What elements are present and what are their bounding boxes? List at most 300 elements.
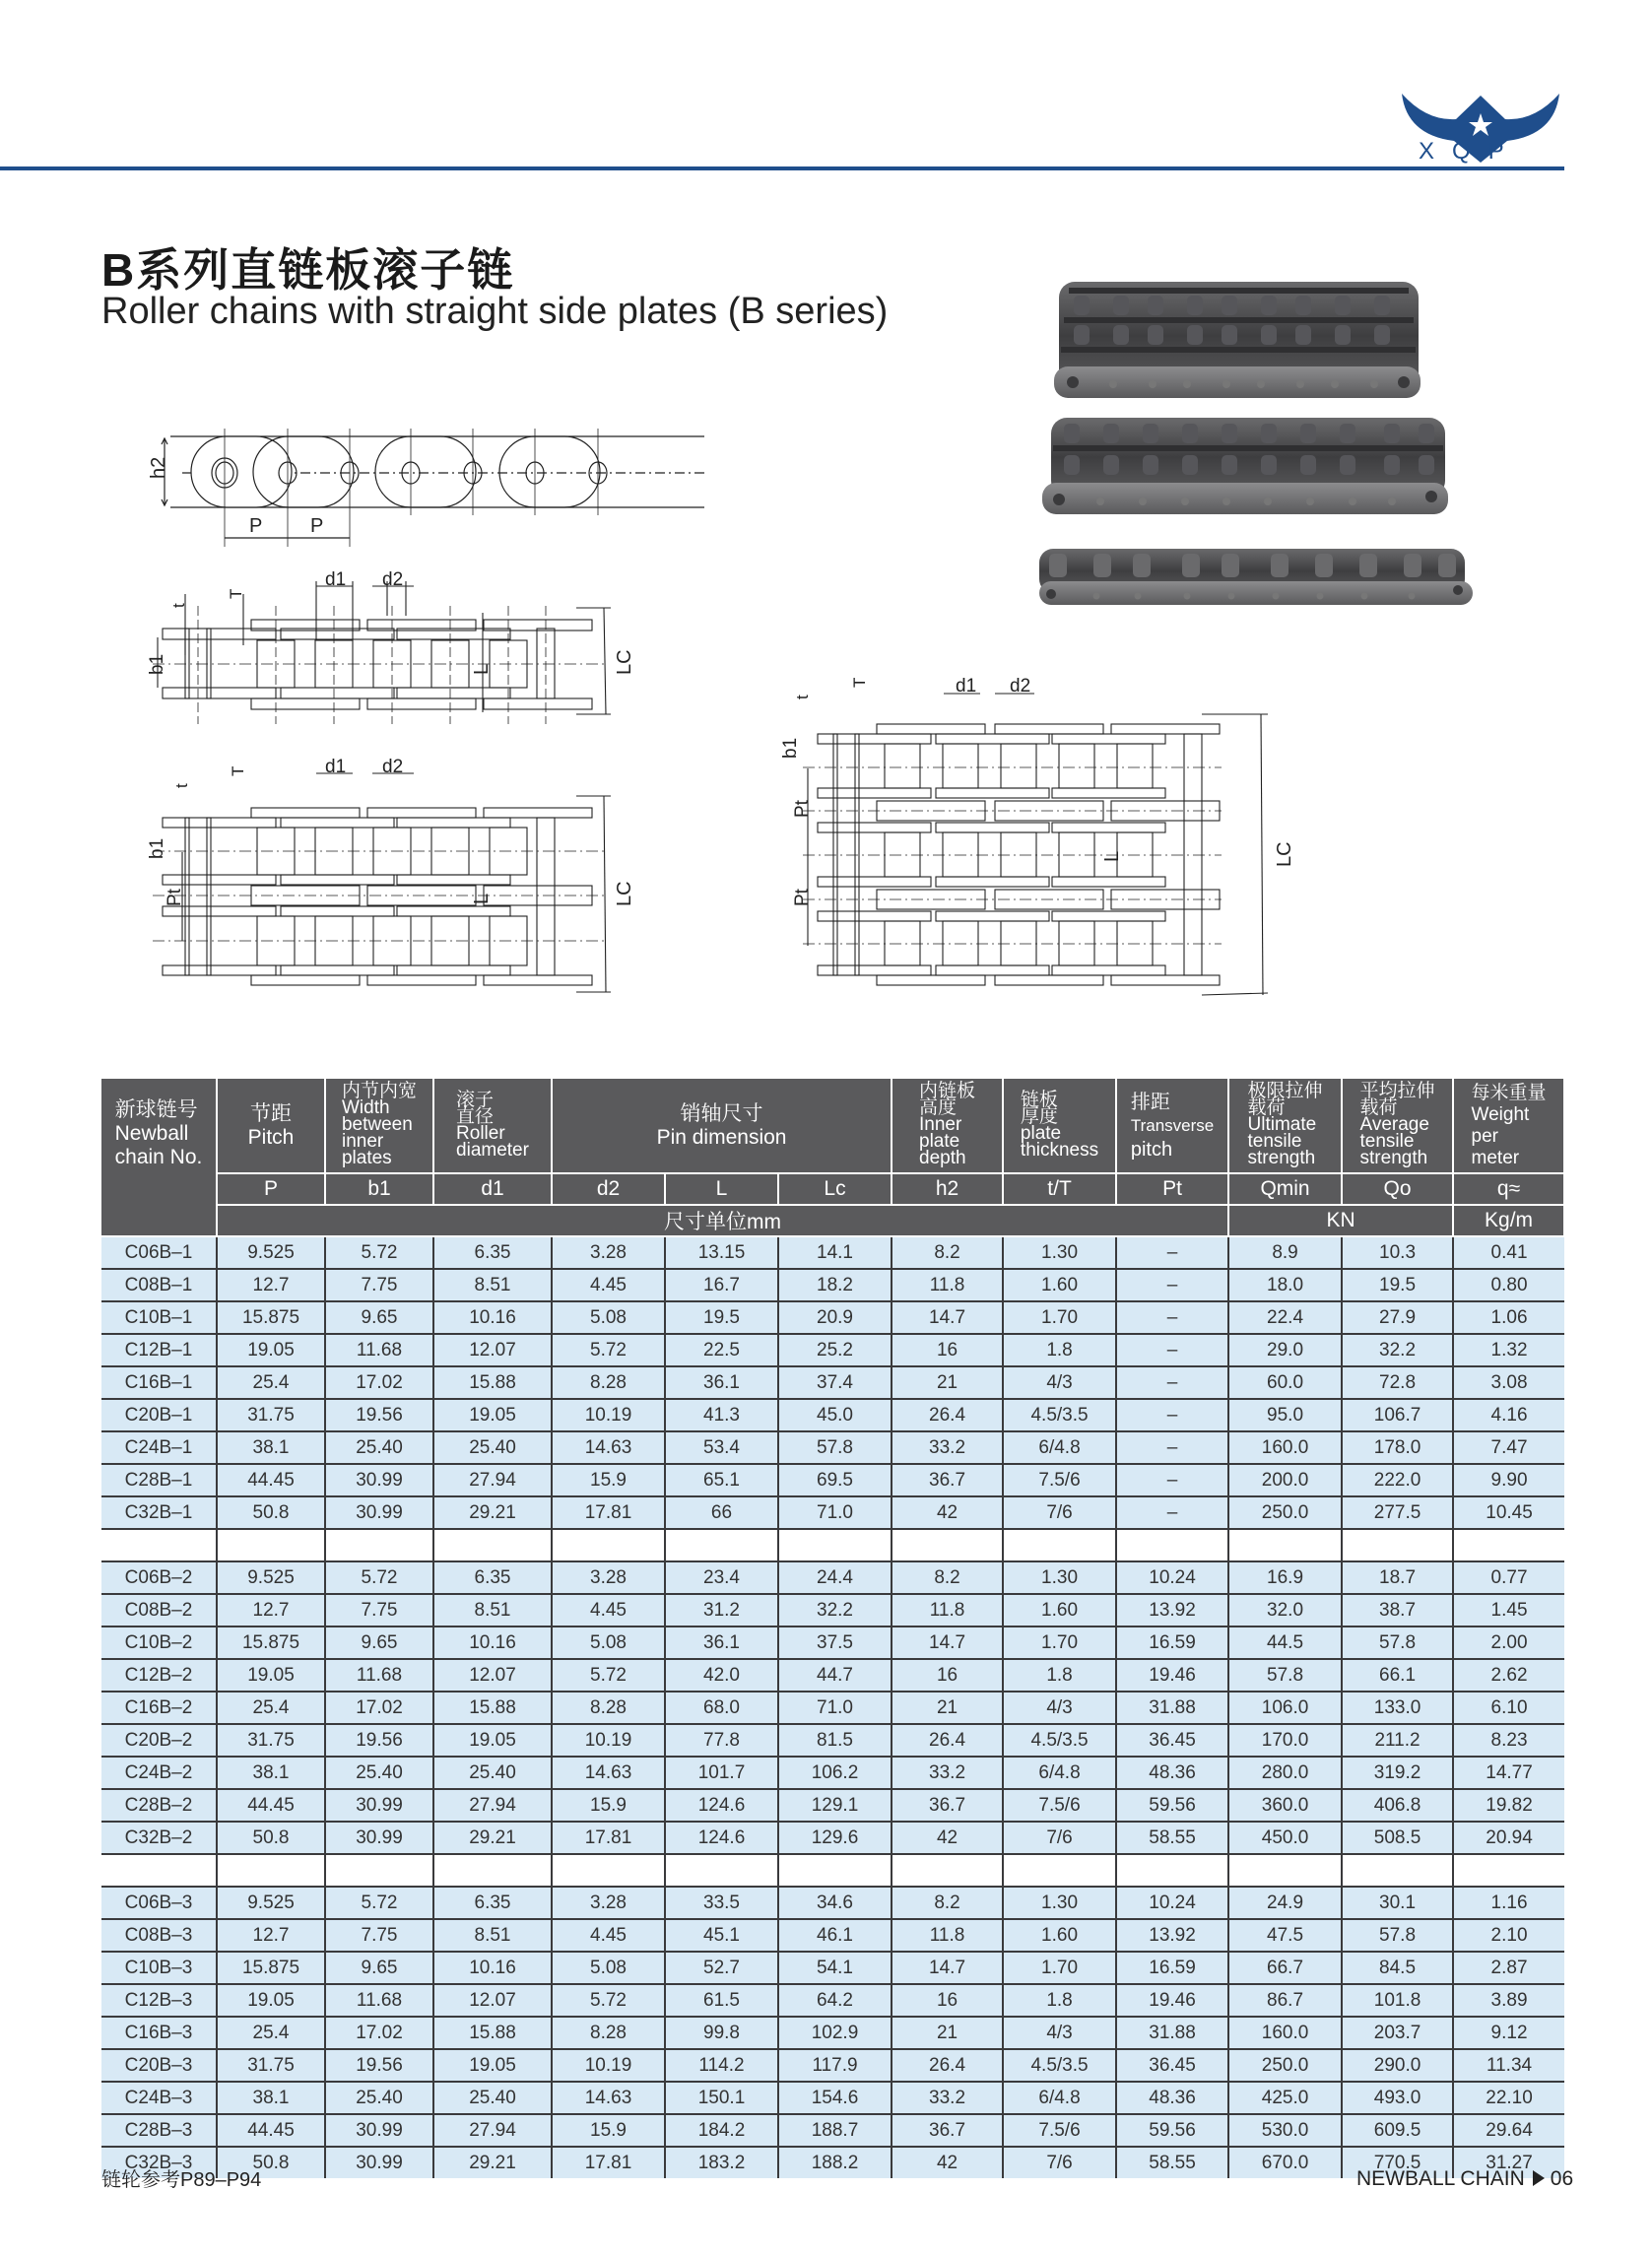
value-cell: 25.4	[217, 1692, 325, 1724]
value-cell: 670.0	[1228, 2147, 1342, 2178]
value-cell: 59.56	[1116, 1789, 1228, 1822]
value-cell: 1.70	[1003, 1626, 1116, 1659]
table-row	[101, 2049, 1564, 2082]
value-cell: 150.1	[665, 2082, 778, 2114]
value-cell: 57.8	[778, 1431, 892, 1464]
value-cell: 425.0	[1228, 2082, 1342, 2114]
value-cell: 19.46	[1116, 1659, 1228, 1692]
symbol-L: L	[665, 1173, 778, 1205]
value-cell: 117.9	[778, 2049, 892, 2082]
value-cell: 44.7	[778, 1659, 892, 1692]
value-cell: 26.4	[892, 2049, 1003, 2082]
value-cell: 18.7	[1342, 1561, 1453, 1594]
value-cell: 50.8	[217, 1496, 325, 1529]
value-cell: 12.7	[217, 1269, 325, 1301]
value-cell: 15.9	[552, 1464, 665, 1496]
chain-number-cell: C24B–1	[101, 1431, 217, 1464]
value-cell: 16.7	[665, 1269, 778, 1301]
value-cell: 8.28	[552, 1692, 665, 1724]
header-ultimate: 极限拉伸 载荷 Ultimate tensile strength	[1228, 1078, 1342, 1173]
value-cell: 34.6	[778, 1887, 892, 1919]
spacer-cell	[1453, 1854, 1564, 1887]
value-cell: 15.88	[433, 1692, 552, 1724]
value-cell: 277.5	[1342, 1496, 1453, 1529]
table-row	[101, 1561, 1564, 1594]
value-cell: 27.94	[433, 1789, 552, 1822]
spacer-cell	[1342, 1529, 1453, 1561]
spacer-cell	[217, 1854, 325, 1887]
value-cell: 33.2	[892, 1757, 1003, 1789]
value-cell: 24.4	[778, 1561, 892, 1594]
value-cell: 27.94	[433, 1464, 552, 1496]
value-cell: 7.5/6	[1003, 1789, 1116, 1822]
chain-number-cell: C12B–3	[101, 1984, 217, 2017]
value-cell: 20.9	[778, 1301, 892, 1334]
value-cell: 15.88	[433, 2017, 552, 2049]
value-cell: 1.70	[1003, 1952, 1116, 1984]
value-cell: 5.08	[552, 1952, 665, 1984]
header-chain-no: 新球链号 Newball chain No.	[101, 1078, 217, 1236]
value-cell: 31.2	[665, 1594, 778, 1626]
value-cell: 6.35	[433, 1887, 552, 1919]
value-cell: 2.00	[1453, 1626, 1564, 1659]
value-cell: 57.8	[1342, 1626, 1453, 1659]
value-cell: 19.56	[325, 1399, 433, 1431]
value-cell: 8.28	[552, 2017, 665, 2049]
value-cell: 8.51	[433, 1919, 552, 1952]
value-cell: 57.8	[1342, 1919, 1453, 1952]
label-LC: LC	[614, 881, 635, 906]
value-cell: 17.81	[552, 1822, 665, 1854]
value-cell: 5.72	[552, 1984, 665, 2017]
table-row	[101, 1757, 1564, 1789]
value-cell: 10.19	[552, 1724, 665, 1757]
unit-kgm: Kg/m	[1453, 1205, 1564, 1236]
header-roller: 滚子 直径 Roller diameter	[433, 1078, 552, 1173]
value-cell: 32.2	[1342, 1334, 1453, 1366]
value-cell: 211.2	[1342, 1724, 1453, 1757]
value-cell: 31.75	[217, 1399, 325, 1431]
symbol-tT: t/T	[1003, 1173, 1116, 1205]
value-cell: 8.51	[433, 1269, 552, 1301]
header-plate-depth: 内链板 高度 Inner plate depth	[892, 1078, 1003, 1173]
label-LC: LC	[1274, 841, 1295, 867]
group-spacer-row	[101, 1529, 1564, 1561]
value-cell: 30.99	[325, 1464, 433, 1496]
header-plate-thickness: 链板 厚度 plate thickness	[1003, 1078, 1116, 1173]
value-cell: 10.19	[552, 1399, 665, 1431]
value-cell: 31.75	[217, 2049, 325, 2082]
value-cell: 5.72	[552, 1659, 665, 1692]
label-d2: d2	[382, 757, 404, 777]
value-cell: 38.1	[217, 1431, 325, 1464]
page-number: 06	[1550, 2167, 1574, 2190]
value-cell: 160.0	[1228, 1431, 1342, 1464]
value-cell: 4/3	[1003, 1366, 1116, 1399]
value-cell: 14.7	[892, 1952, 1003, 1984]
header-rule	[0, 166, 1564, 170]
value-cell: 1.32	[1453, 1334, 1564, 1366]
value-cell: 106.7	[1342, 1399, 1453, 1431]
value-cell: 7/6	[1003, 1822, 1116, 1854]
label-L: L	[1101, 850, 1123, 862]
value-cell: 36.45	[1116, 1724, 1228, 1757]
value-cell: 9.65	[325, 1626, 433, 1659]
value-cell: 84.5	[1342, 1952, 1453, 1984]
value-cell: 9.65	[325, 1301, 433, 1334]
logo-text: XQP	[1419, 138, 1522, 165]
value-cell: 4/3	[1003, 1692, 1116, 1724]
label-b1: b1	[147, 837, 167, 859]
value-cell: 5.72	[325, 1561, 433, 1594]
value-cell: 184.2	[665, 2114, 778, 2147]
table-row	[101, 1984, 1564, 2017]
value-cell: 12.07	[433, 1334, 552, 1366]
value-cell: 8.28	[552, 1366, 665, 1399]
value-cell: 4/3	[1003, 2017, 1116, 2049]
symbol-Lc: Lc	[778, 1173, 892, 1205]
value-cell: 1.06	[1453, 1301, 1564, 1334]
value-cell: 19.56	[325, 2049, 433, 2082]
value-cell: 19.05	[217, 1659, 325, 1692]
value-cell: 102.9	[778, 2017, 892, 2049]
value-cell: 178.0	[1342, 1431, 1453, 1464]
value-cell: 77.8	[665, 1724, 778, 1757]
value-cell: –	[1116, 1366, 1228, 1399]
value-cell: 30.99	[325, 1789, 433, 1822]
chain-number-cell: C32B–2	[101, 1822, 217, 1854]
value-cell: 38.1	[217, 1757, 325, 1789]
value-cell: 22.10	[1453, 2082, 1564, 2114]
value-cell: 10.24	[1116, 1561, 1228, 1594]
value-cell: 30.99	[325, 1822, 433, 1854]
value-cell: –	[1116, 1464, 1228, 1496]
value-cell: 9.65	[325, 1952, 433, 1984]
value-cell: 71.0	[778, 1496, 892, 1529]
value-cell: 69.5	[778, 1464, 892, 1496]
value-cell: 250.0	[1228, 2049, 1342, 2082]
table-row	[101, 1952, 1564, 1984]
value-cell: 154.6	[778, 2082, 892, 2114]
chain-number-cell: C20B–1	[101, 1399, 217, 1431]
value-cell: 21	[892, 1366, 1003, 1399]
label-d1: d1	[956, 676, 977, 697]
value-cell: 19.56	[325, 1724, 433, 1757]
label-d2: d2	[1010, 676, 1031, 697]
value-cell: 290.0	[1342, 2049, 1453, 2082]
value-cell: 25.40	[325, 2082, 433, 2114]
value-cell: 129.1	[778, 1789, 892, 1822]
value-cell: 280.0	[1228, 1757, 1342, 1789]
value-cell: 16	[892, 1334, 1003, 1366]
chain-number-cell: C28B–2	[101, 1789, 217, 1822]
value-cell: 37.5	[778, 1626, 892, 1659]
value-cell: 31.75	[217, 1724, 325, 1757]
value-cell: 6.35	[433, 1236, 552, 1269]
value-cell: 25.40	[325, 1431, 433, 1464]
spec-table-body	[101, 1236, 1564, 2178]
value-cell: 36.45	[1116, 2049, 1228, 2082]
spacer-cell	[892, 1529, 1003, 1561]
value-cell: 42.0	[665, 1659, 778, 1692]
value-cell: 31.88	[1116, 2017, 1228, 2049]
value-cell: 1.60	[1003, 1269, 1116, 1301]
value-cell: 12.07	[433, 1984, 552, 2017]
label-L: L	[471, 893, 493, 904]
chain-number-cell: C16B–1	[101, 1366, 217, 1399]
unit-mm: 尺寸单位mm	[217, 1205, 1228, 1236]
spacer-cell	[1228, 1529, 1342, 1561]
value-cell: 66.1	[1342, 1659, 1453, 1692]
value-cell: 64.2	[778, 1984, 892, 2017]
value-cell: 11.8	[892, 1594, 1003, 1626]
spacer-cell	[892, 1854, 1003, 1887]
unit-kn: KN	[1228, 1205, 1453, 1236]
value-cell: 3.28	[552, 1561, 665, 1594]
header-pin: 销轴尺寸 Pin dimension	[552, 1078, 892, 1173]
table-row	[101, 1887, 1564, 1919]
value-cell: –	[1116, 1334, 1228, 1366]
value-cell: 18.0	[1228, 1269, 1342, 1301]
value-cell: 106.2	[778, 1757, 892, 1789]
simplex-top-view-drawing	[143, 566, 763, 734]
value-cell: 13.92	[1116, 1594, 1228, 1626]
value-cell: 6/4.8	[1003, 1757, 1116, 1789]
value-cell: 17.02	[325, 1692, 433, 1724]
value-cell: –	[1116, 1236, 1228, 1269]
table-row	[101, 1919, 1564, 1952]
value-cell: 203.7	[1342, 2017, 1453, 2049]
value-cell: 2.62	[1453, 1659, 1564, 1692]
value-cell: 45.0	[778, 1399, 892, 1431]
value-cell: 609.5	[1342, 2114, 1453, 2147]
value-cell: 58.55	[1116, 2147, 1228, 2178]
label-LC: LC	[614, 649, 635, 675]
spacer-cell	[325, 1854, 433, 1887]
chain-number-cell: C16B–3	[101, 2017, 217, 2049]
value-cell: 29.21	[433, 2147, 552, 2178]
value-cell: 1.8	[1003, 1659, 1116, 1692]
value-cell: 44.5	[1228, 1626, 1342, 1659]
value-cell: 19.05	[433, 1399, 552, 1431]
table-row	[101, 1464, 1564, 1496]
value-cell: 22.4	[1228, 1301, 1342, 1334]
value-cell: 12.07	[433, 1659, 552, 1692]
page-footer	[1356, 2167, 1573, 2191]
symbol-d1: d1	[433, 1173, 552, 1205]
label-p-2: P	[310, 515, 324, 537]
symbol-d2: d2	[552, 1173, 665, 1205]
value-cell: 4.45	[552, 1594, 665, 1626]
symbol-Qmin: Qmin	[1228, 1173, 1342, 1205]
value-cell: 8.23	[1453, 1724, 1564, 1757]
symbol-Pt: Pt	[1116, 1173, 1228, 1205]
value-cell: 124.6	[665, 1789, 778, 1822]
table-row	[101, 1269, 1564, 1301]
value-cell: 25.40	[433, 1431, 552, 1464]
value-cell: 4.45	[552, 1269, 665, 1301]
value-cell: 8.2	[892, 1561, 1003, 1594]
spacer-cell	[1228, 1854, 1342, 1887]
value-cell: 30.99	[325, 2114, 433, 2147]
value-cell: 3.28	[552, 1236, 665, 1269]
value-cell: 44.45	[217, 1789, 325, 1822]
spacer-cell	[778, 1854, 892, 1887]
table-row	[101, 2082, 1564, 2114]
spacer-cell	[217, 1529, 325, 1561]
spacer-cell	[1453, 1529, 1564, 1561]
value-cell: 106.0	[1228, 1692, 1342, 1724]
triplex-chain-photo	[1054, 282, 1421, 398]
value-cell: 9.525	[217, 1887, 325, 1919]
value-cell: 61.5	[665, 1984, 778, 2017]
value-cell: 1.30	[1003, 1561, 1116, 1594]
label-t: t	[793, 695, 812, 699]
table-row	[101, 1236, 1564, 1269]
table-row	[101, 1789, 1564, 1822]
value-cell: 3.89	[1453, 1984, 1564, 2017]
value-cell: 42	[892, 2147, 1003, 2178]
value-cell: 29.0	[1228, 1334, 1342, 1366]
group-spacer-row	[101, 1854, 1564, 1887]
chain-number-cell: C28B–1	[101, 1464, 217, 1496]
value-cell: 30.99	[325, 1496, 433, 1529]
value-cell: 9.12	[1453, 2017, 1564, 2049]
value-cell: 8.9	[1228, 1236, 1342, 1269]
value-cell: 60.0	[1228, 1366, 1342, 1399]
value-cell: 19.05	[217, 1334, 325, 1366]
value-cell: 27.94	[433, 2114, 552, 2147]
value-cell: 10.16	[433, 1952, 552, 1984]
chain-number-cell: C12B–1	[101, 1334, 217, 1366]
value-cell: 36.7	[892, 1464, 1003, 1496]
value-cell: 57.8	[1228, 1659, 1342, 1692]
value-cell: 29.21	[433, 1822, 552, 1854]
spacer-cell	[101, 1854, 217, 1887]
value-cell: 1.60	[1003, 1919, 1116, 1952]
value-cell: 14.1	[778, 1236, 892, 1269]
value-cell: 15.875	[217, 1952, 325, 1984]
chain-number-cell: C24B–3	[101, 2082, 217, 2114]
table-row	[101, 1724, 1564, 1757]
value-cell: 19.5	[665, 1301, 778, 1334]
table-row	[101, 1626, 1564, 1659]
value-cell: 66.7	[1228, 1952, 1342, 1984]
value-cell: 508.5	[1342, 1822, 1453, 1854]
label-T: T	[227, 588, 245, 599]
value-cell: 8.2	[892, 1887, 1003, 1919]
chain-number-cell: C08B–1	[101, 1269, 217, 1301]
value-cell: 0.80	[1453, 1269, 1564, 1301]
value-cell: 58.55	[1116, 1822, 1228, 1854]
chain-number-cell: C10B–2	[101, 1626, 217, 1659]
value-cell: 6.35	[433, 1561, 552, 1594]
value-cell: 19.05	[433, 1724, 552, 1757]
value-cell: 30.99	[325, 2147, 433, 2178]
value-cell: 15.9	[552, 1789, 665, 1822]
value-cell: 68.0	[665, 1692, 778, 1724]
value-cell: 95.0	[1228, 1399, 1342, 1431]
chain-number-cell: C06B–1	[101, 1236, 217, 1269]
value-cell: 30.1	[1342, 1887, 1453, 1919]
value-cell: 24.9	[1228, 1887, 1342, 1919]
table-row	[101, 1399, 1564, 1431]
label-d1: d1	[325, 569, 347, 590]
label-T: T	[229, 765, 247, 776]
value-cell: 1.16	[1453, 1887, 1564, 1919]
value-cell: 9.525	[217, 1561, 325, 1594]
label-Pt-1: Pt	[792, 800, 813, 818]
chain-number-cell: C32B–3	[101, 2147, 217, 2178]
value-cell: 29.64	[1453, 2114, 1564, 2147]
spacer-cell	[101, 1529, 217, 1561]
value-cell: 11.68	[325, 1334, 433, 1366]
value-cell: 48.36	[1116, 2082, 1228, 2114]
value-cell: 36.1	[665, 1366, 778, 1399]
value-cell: 16.59	[1116, 1952, 1228, 1984]
value-cell: 53.4	[665, 1431, 778, 1464]
table-row	[101, 1431, 1564, 1464]
label-d1: d1	[325, 757, 347, 777]
symbol-h2: h2	[892, 1173, 1003, 1205]
value-cell: 44.45	[217, 2114, 325, 2147]
chain-number-cell: C10B–3	[101, 1952, 217, 1984]
spacer-cell	[1116, 1854, 1228, 1887]
value-cell: 25.40	[325, 1757, 433, 1789]
value-cell: 101.8	[1342, 1984, 1453, 2017]
spacer-cell	[325, 1529, 433, 1561]
duplex-top-view-drawing	[143, 759, 763, 1025]
value-cell: 10.16	[433, 1301, 552, 1334]
value-cell: 50.8	[217, 1822, 325, 1854]
value-cell: 17.02	[325, 2017, 433, 2049]
value-cell: 319.2	[1342, 1757, 1453, 1789]
value-cell: 32.2	[778, 1594, 892, 1626]
value-cell: 7.75	[325, 1919, 433, 1952]
value-cell: 10.19	[552, 2049, 665, 2082]
value-cell: 14.77	[1453, 1757, 1564, 1789]
table-row	[101, 2017, 1564, 2049]
value-cell: 8.51	[433, 1594, 552, 1626]
value-cell: 44.45	[217, 1464, 325, 1496]
value-cell: 25.4	[217, 2017, 325, 2049]
value-cell: 5.72	[552, 1334, 665, 1366]
value-cell: 124.6	[665, 1822, 778, 1854]
value-cell: 101.7	[665, 1757, 778, 1789]
value-cell: 54.1	[778, 1952, 892, 1984]
chain-number-cell: C06B–3	[101, 1887, 217, 1919]
value-cell: 25.2	[778, 1334, 892, 1366]
chain-number-cell: C08B–3	[101, 1919, 217, 1952]
value-cell: 48.36	[1116, 1757, 1228, 1789]
value-cell: 1.45	[1453, 1594, 1564, 1626]
chain-number-cell: C08B–2	[101, 1594, 217, 1626]
spacer-cell	[1116, 1529, 1228, 1561]
value-cell: 7.47	[1453, 1431, 1564, 1464]
value-cell: 14.63	[552, 2082, 665, 2114]
label-T: T	[850, 677, 869, 688]
value-cell: 21	[892, 1692, 1003, 1724]
value-cell: 450.0	[1228, 1822, 1342, 1854]
value-cell: 10.45	[1453, 1496, 1564, 1529]
value-cell: 10.3	[1342, 1236, 1453, 1269]
value-cell: 7/6	[1003, 1496, 1116, 1529]
value-cell: 1.70	[1003, 1301, 1116, 1334]
value-cell: 188.7	[778, 2114, 892, 2147]
value-cell: 31.88	[1116, 1692, 1228, 1724]
simplex-chain-photo	[1039, 549, 1473, 605]
value-cell: 13.92	[1116, 1919, 1228, 1952]
